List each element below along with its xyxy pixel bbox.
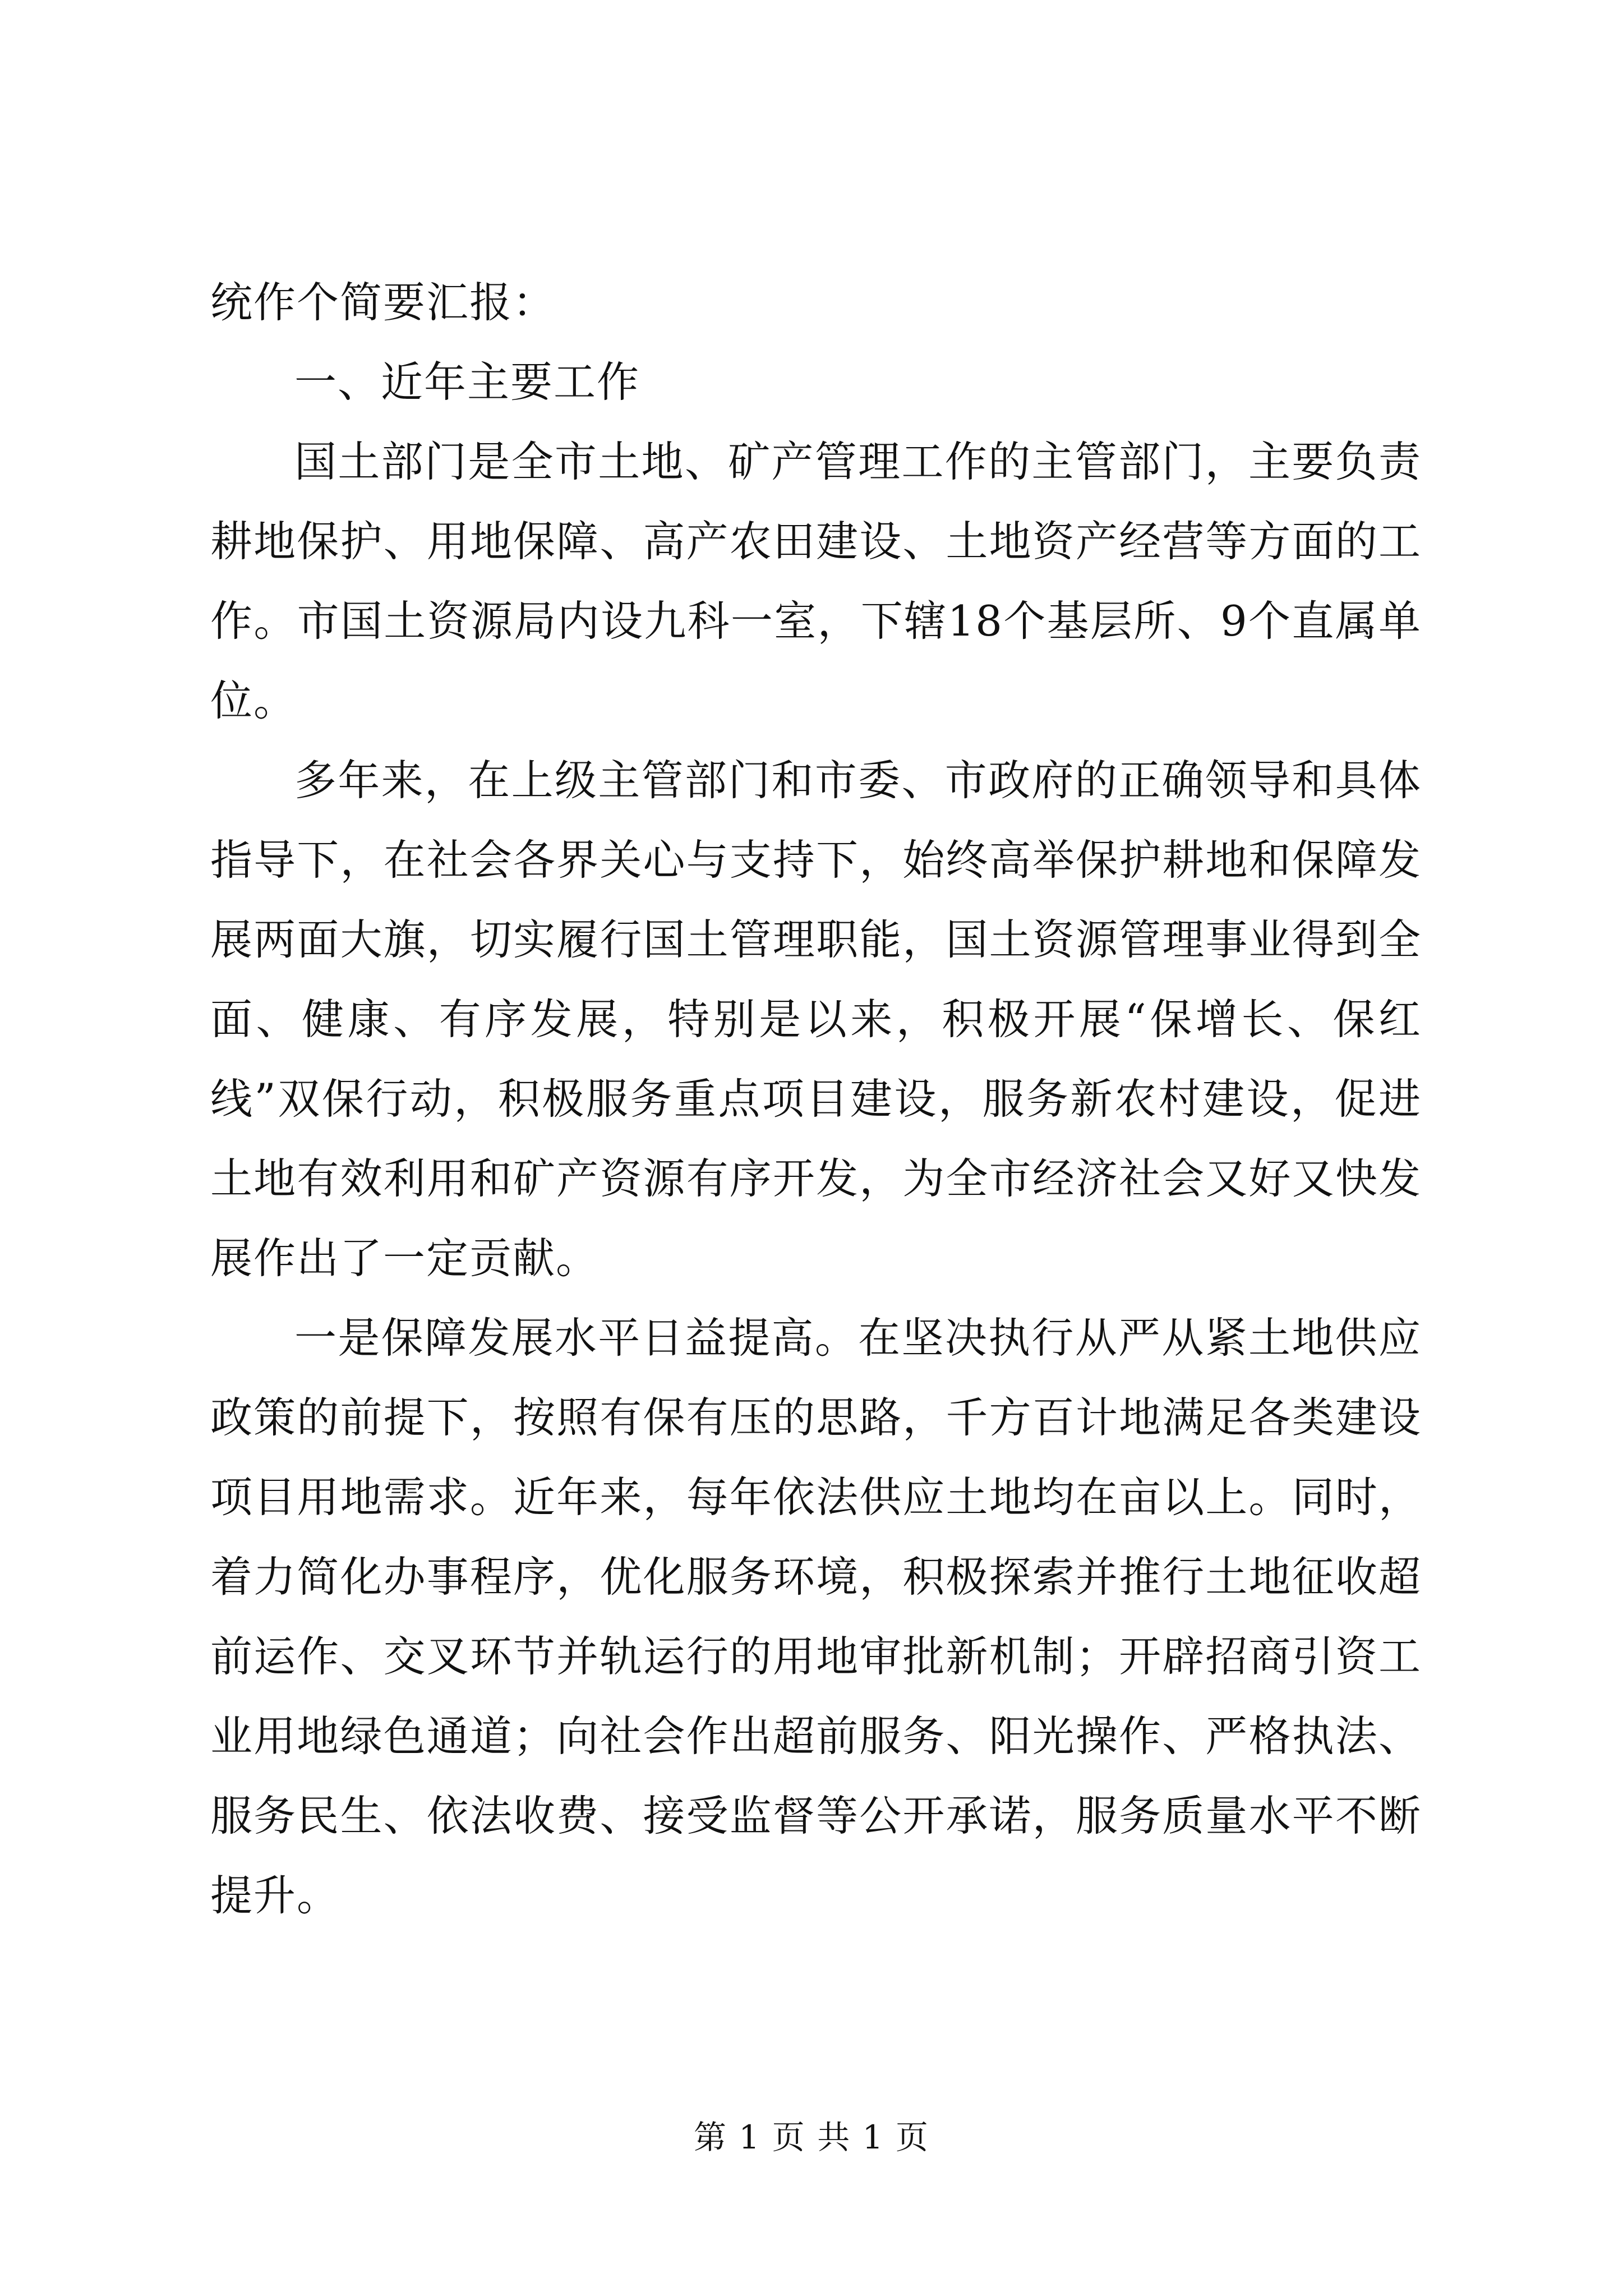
- section-heading: 一、近年主要工作: [294, 357, 640, 407]
- paragraph-department-overview: 国土部门是全市土地、矿产管理工作的主管部门，主要负责耕地保护、用地保障、高产农田建设、土地资产经营等方面的工作。市国土资源局内设九科一室，下辖18个基层所、9个直属单位。: [210, 437, 1422, 725]
- document-body: [210, 263, 1422, 1935]
- paragraph-development-guarantee: 一是保障发展水平日益提高。在坚决执行从严从紧土地供应政策的前提下，按照有保有压的思路，千方百计地满足各类建设项目用地需求。近年来，每年依法供应土地均在亩以上。同时，着力简化办事程序，优化服务环境，积极探索并推行土地征收超前运作、交叉环节并轨运行的用地审批新机制；开辟招商引资工业用地绿色通道；向社会作出超前服务、阳光操作、严格执法、服务民生、依法收费、接受监督等公开承诺，服务质量水平不断提升。: [210, 1313, 1422, 1920]
- page-footer: [0, 2115, 1623, 2160]
- paragraph-achievements: 多年来，在上级主管部门和市委、市政府的正确领导和具体指导下，在社会各界关心与支持下，始终高举保护耕地和保障发展两面大旗，切实履行国土管理职能，国土资源管理事业得到全面、健康、有序发展，特别是以来，积极开展“保增长、保红线”双保行动，积极服务重点项目建设，服务新农村建设，促进土地有效利用和矿产资源有序开发，为全市经济社会又好又快发展作出了一定贡献。: [210, 756, 1422, 1283]
- paragraph-intro-tail: 统作个简要汇报：: [210, 278, 556, 327]
- page-number-label: 第 1 页 共 1 页: [694, 2118, 929, 2156]
